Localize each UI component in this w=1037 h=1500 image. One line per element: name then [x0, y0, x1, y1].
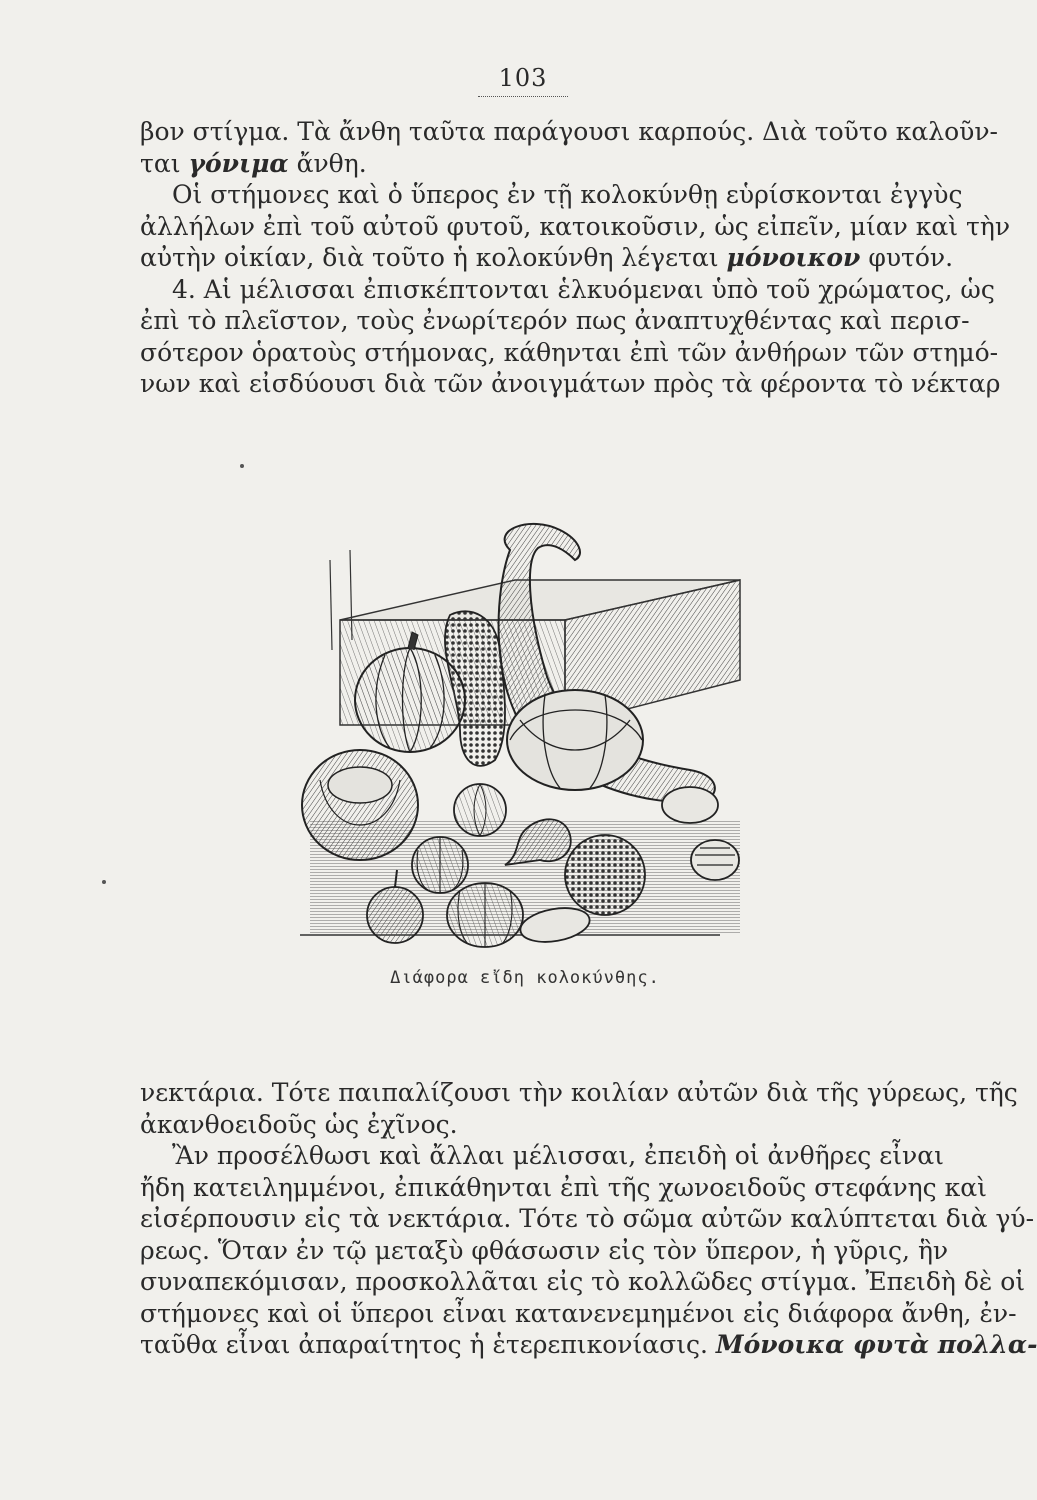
text-line — [140, 1329, 1037, 1361]
text-segment: ται — [140, 148, 189, 178]
paragraph — [140, 179, 1011, 274]
striped-gourd — [691, 840, 739, 880]
text-line: νων καὶ εἰσδύουσι διὰ τῶν ἀνοιγμάτων πρὸς τὰ φέροντα τὸ νέκταρ — [140, 369, 1001, 398]
paragraph — [140, 1077, 1018, 1140]
paragraph — [140, 1140, 1037, 1361]
bottom-pumpkin — [447, 883, 523, 947]
turban-pumpkin — [302, 750, 418, 860]
paragraph — [140, 274, 1001, 400]
text-segment: ταῦθα εἶναι ἀπαραίτητος ἡ ἑτερεπικονίασις. — [140, 1330, 716, 1359]
text-line: ἀκανθοειδοῦς ὡς ἐχῖνος. — [140, 1109, 458, 1139]
top-text-block — [140, 116, 1011, 400]
paragraph — [140, 116, 998, 179]
squash-illustration — [300, 520, 750, 950]
text-line: ἤδη κατειλημμένοι, ἐπικάθηνται ἐπὶ τῆς χωνοειδοῦς στεφάνης καὶ — [140, 1172, 987, 1202]
text-line: ρεως. Ὅταν ἐν τῷ μεταξὺ φθάσωσιν εἰς τὸν ὕπερον, ἡ γῦρις, ἣν — [140, 1235, 949, 1265]
text-line: 4. Αἱ μέλισσαι ἐπισκέπτονται ἑλκυόμεναι ὑπὸ τοῦ χρώματος, ὡς — [172, 274, 995, 304]
text-line — [140, 148, 922, 180]
text-line: σότερον ὁρατοὺς στήμονας, κάθηνται ἐπὶ τῶν ἀνθήρων τῶν στημό- — [140, 337, 999, 367]
text-line: νεκτάρια. Τότε παιπαλίζουσι τὴν κοιλίαν αὐτῶν διὰ τῆς γύρεως, τῆς — [140, 1078, 1018, 1107]
stray-dot — [102, 880, 106, 884]
text-segment: ἄνθη. — [288, 148, 367, 178]
warty-ball-gourd — [565, 835, 645, 915]
text-line: βον στίγμα. Τὰ ἄνθη ταῦτα παράγουσι καρπούς. Διὰ τοῦτο καλοῦν- — [140, 117, 998, 146]
text-line: εἰσέρπουσιν εἰς τὰ νεκτάρια. Τότε τὸ σῶμα αὐτῶν καλύπτεται διὰ γύ- — [140, 1204, 1035, 1233]
page-number: 103 — [478, 64, 568, 97]
emphasized-term: γόνιμα — [188, 148, 289, 178]
bottom-text-block — [140, 1077, 1037, 1361]
figure-caption: Διάφορα εἴδη κολοκύνθης. — [390, 968, 660, 988]
egg-gourd — [662, 787, 718, 823]
text-line — [140, 242, 954, 274]
text-line: συναπεκόμισαν, προσκολλᾶται εἰς τὸ κολλῶδες στίγμα. Ἐπειδὴ δὲ οἱ — [140, 1267, 1026, 1296]
text-segment: φυτόν. — [860, 243, 954, 272]
small-round-squash — [454, 784, 506, 836]
text-line: Οἱ στήμονες καὶ ὁ ὕπερος ἐν τῇ κολοκύνθῃ εὑρίσκονται ἐγγὺς — [172, 180, 963, 209]
squash-engraving — [300, 520, 750, 950]
small-ribbed-pumpkin — [412, 837, 468, 893]
emphasized-term: Μόνοικα φυτὰ πολλα- — [715, 1330, 1037, 1359]
text-line: ἐπὶ τὸ πλεῖστον, τοὺς ἐνωρίτερόν πως ἀναπτυχθέντας καὶ περισ- — [140, 306, 970, 335]
ribbed-squash — [507, 690, 643, 790]
emphasized-term: μόνοικον — [726, 243, 861, 272]
text-line: ἀλλήλων ἐπὶ τοῦ αὐτοῦ φυτοῦ, κατοικοῦσιν, ὡς εἰπεῖν, μίαν καὶ τὴν — [140, 211, 1011, 241]
text-line: στήμονες καὶ οἱ ὕπεροι εἶναι κατανενεμημένοι εἰς διάφορα ἄνθη, ἐν- — [140, 1298, 1017, 1328]
stray-dot — [240, 464, 244, 468]
text-line: Ἂν προσέλθωσι καὶ ἄλλαι μέλισσαι, ἐπειδὴ οἱ ἀνθῆρες εἶναι — [172, 1141, 944, 1170]
text-segment: αὐτὴν οἰκίαν, διὰ τοῦτο ἡ κολοκύνθη λέγεται — [140, 243, 727, 272]
